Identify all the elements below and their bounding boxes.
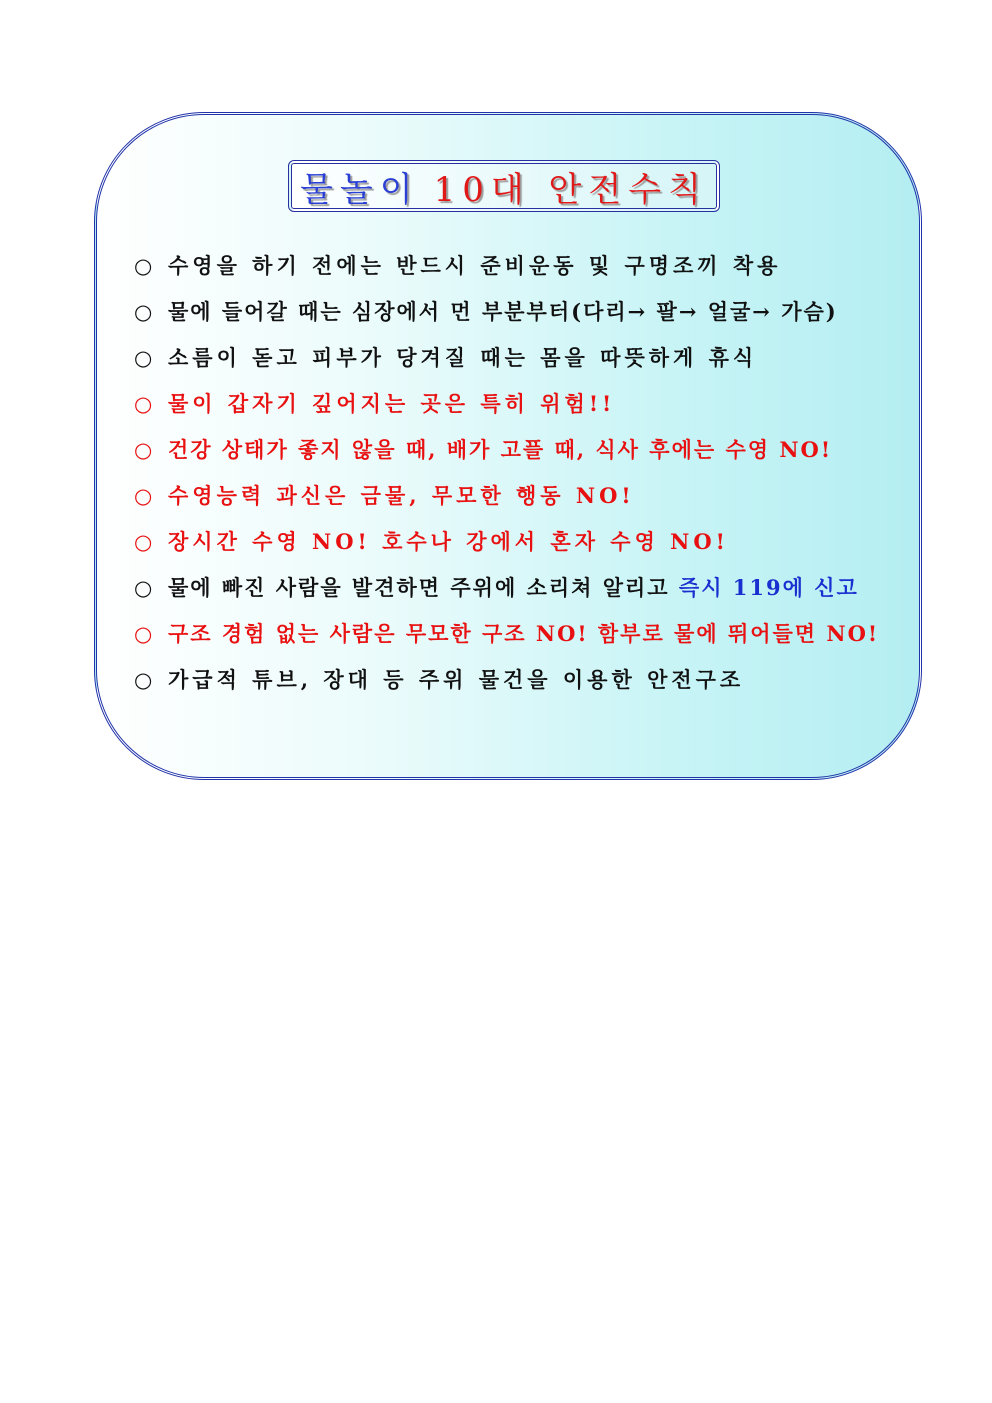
- rule-text: 가급적 튜브, 장대 등 주위 물건을 이용한 안전구조: [168, 667, 745, 692]
- circle-bullet-icon: ○: [134, 484, 153, 508]
- rule-item-8: [134, 568, 918, 614]
- rule-item-5: [134, 430, 918, 476]
- rule-text: 수영능력 과신은 금물, 무모한 행동 NO!: [168, 483, 635, 508]
- title-box: [288, 160, 720, 212]
- rule-text: 장시간 수영 NO! 호수나 강에서 혼자 수영 NO!: [168, 529, 729, 554]
- circle-bullet-icon: ○: [134, 300, 153, 324]
- rule-text: 소름이 돋고 피부가 당겨질 때는 몸을 따뜻하게 휴식: [168, 345, 758, 370]
- safety-rules-list: [134, 246, 918, 706]
- rule-text: 물이 갑자기 깊어지는 곳은 특히 위험!!: [168, 391, 616, 416]
- rule-item-7: [134, 522, 918, 568]
- rule-item-4: [134, 384, 918, 430]
- rule-text: 건강 상태가 좋지 않을 때, 배가 고플 때, 식사 후에는 수영 NO!: [168, 437, 833, 462]
- rule-highlight-text: 즉시 119에 신고: [678, 575, 859, 600]
- circle-bullet-icon: ○: [134, 346, 153, 370]
- circle-bullet-icon: ○: [134, 392, 153, 416]
- rule-text: 물에 들어갈 때는 심장에서 먼 부분부터(다리→ 팔→ 얼굴→ 가슴): [168, 299, 838, 324]
- rule-text: 수영을 하기 전에는 반드시 준비운동 및 구명조끼 착용: [168, 253, 782, 278]
- rule-item-3: [134, 338, 918, 384]
- circle-bullet-icon: ○: [134, 530, 153, 554]
- circle-bullet-icon: ○: [134, 576, 153, 600]
- rule-item-1: [134, 246, 918, 292]
- circle-bullet-icon: ○: [134, 668, 153, 692]
- rule-item-6: [134, 476, 918, 522]
- title-part1: 물놀이: [300, 169, 420, 210]
- circle-bullet-icon: ○: [134, 622, 153, 646]
- rule-text: 물에 빠진 사람을 발견하면 주위에 소리쳐 알리고: [168, 575, 679, 600]
- rule-item-2: [134, 292, 918, 338]
- title-part2: 10대 안전수칙: [433, 169, 708, 210]
- rule-text: 구조 경험 없는 사람은 무모한 구조 NO! 함부로 물에 뛰어들면 NO!: [168, 621, 880, 646]
- circle-bullet-icon: ○: [134, 254, 153, 278]
- circle-bullet-icon: ○: [134, 438, 153, 462]
- rule-item-10: [134, 660, 918, 706]
- rule-item-9: [134, 614, 918, 660]
